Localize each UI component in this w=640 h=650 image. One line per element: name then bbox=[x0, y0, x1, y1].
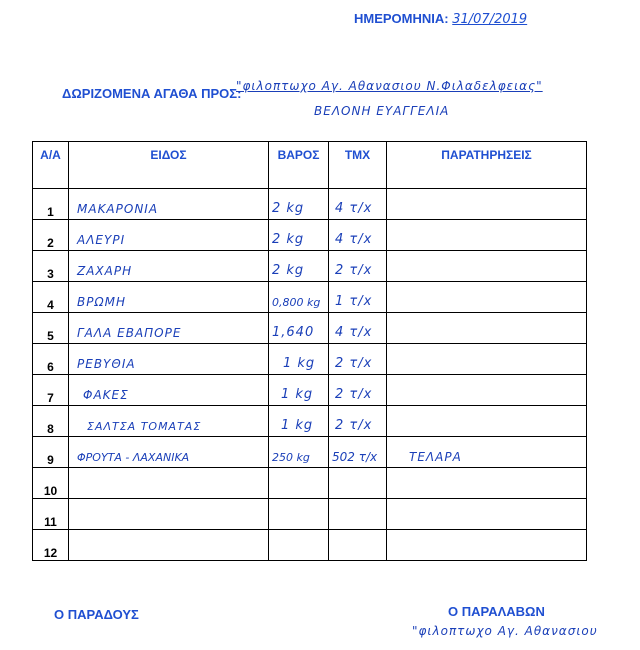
row-pieces-text: 4 τ/x bbox=[335, 232, 373, 247]
row-notes bbox=[387, 530, 587, 561]
donated-to-label: ΔΩΡΙΖΟΜΕΝΑ ΑΓΑΘΑ ΠΡΟΣ: bbox=[62, 86, 242, 101]
table-row bbox=[33, 375, 587, 406]
row-notes bbox=[387, 468, 587, 499]
row-pieces-text: 4 τ/x bbox=[335, 201, 373, 216]
row-num: 6 bbox=[33, 344, 69, 375]
donation-table bbox=[32, 141, 587, 561]
row-notes bbox=[387, 251, 587, 282]
row-notes bbox=[387, 344, 587, 375]
row-pieces bbox=[329, 220, 387, 251]
row-pieces-text: 2 τ/x bbox=[335, 356, 373, 371]
row-num: 4 bbox=[33, 282, 69, 313]
table-row bbox=[33, 344, 587, 375]
donor-name: ΒΕΛΟΝΗ ΕΥΑΓΓΕΛΙΑ bbox=[314, 104, 450, 118]
header-item: ΕΙΔΟΣ bbox=[69, 142, 269, 189]
table-row bbox=[33, 282, 587, 313]
row-pieces bbox=[329, 499, 387, 530]
row-num: 2 bbox=[33, 220, 69, 251]
row-pieces bbox=[329, 406, 387, 437]
row-weight-text: 250 kg bbox=[272, 451, 310, 464]
row-num: 10 bbox=[33, 468, 69, 499]
row-weight-text: 1,640 bbox=[272, 325, 315, 340]
date-label-text: ΗΜΕΡΟΜΗΝΙΑ: bbox=[354, 11, 449, 26]
row-item-text: ΓΑΛΑ ΕΒΑΠΟΡΕ bbox=[77, 326, 182, 340]
date-label bbox=[354, 11, 527, 27]
row-pieces bbox=[329, 437, 387, 468]
row-item bbox=[69, 437, 269, 468]
row-item bbox=[69, 313, 269, 344]
row-item bbox=[69, 375, 269, 406]
table-row bbox=[33, 530, 587, 561]
receiver-value: "φιλοπτωχο Αγ. Αθανασιου bbox=[412, 624, 598, 638]
table-row bbox=[33, 437, 587, 468]
date-value: 31/07/2019 bbox=[452, 12, 528, 27]
row-notes bbox=[387, 375, 587, 406]
row-notes bbox=[387, 406, 587, 437]
row-pieces bbox=[329, 189, 387, 220]
row-weight-text: 1 kg bbox=[281, 418, 314, 433]
row-weight bbox=[269, 530, 329, 561]
row-weight bbox=[269, 406, 329, 437]
row-weight bbox=[269, 189, 329, 220]
row-num: 1 bbox=[33, 189, 69, 220]
row-num: 7 bbox=[33, 375, 69, 406]
receiver-label: Ο ΠΑΡΑΛΑΒΩΝ bbox=[448, 604, 545, 619]
row-weight bbox=[269, 375, 329, 406]
row-item-text: ΡΕΒΥΘΙΑ bbox=[77, 357, 136, 371]
row-item bbox=[69, 189, 269, 220]
header-notes: ΠΑΡΑΤΗΡΗΣΕΙΣ bbox=[387, 142, 587, 189]
row-notes bbox=[387, 189, 587, 220]
row-notes bbox=[387, 282, 587, 313]
row-weight bbox=[269, 220, 329, 251]
row-weight-text: 2 kg bbox=[272, 263, 305, 278]
row-pieces-text: 2 τ/x bbox=[335, 387, 373, 402]
row-pieces-text: 502 τ/x bbox=[332, 450, 378, 464]
row-notes bbox=[387, 437, 587, 468]
row-item bbox=[69, 344, 269, 375]
row-pieces bbox=[329, 344, 387, 375]
row-pieces-text: 2 τ/x bbox=[335, 418, 373, 433]
row-weight-text: 2 kg bbox=[272, 201, 305, 216]
row-pieces bbox=[329, 282, 387, 313]
row-notes bbox=[387, 499, 587, 530]
row-item bbox=[69, 220, 269, 251]
row-item-text: ΖΑΧΑΡΗ bbox=[77, 264, 133, 278]
row-weight bbox=[269, 344, 329, 375]
table-row bbox=[33, 313, 587, 344]
header-num: Α/Α bbox=[33, 142, 69, 189]
row-num: 12 bbox=[33, 530, 69, 561]
row-pieces bbox=[329, 251, 387, 282]
row-notes bbox=[387, 220, 587, 251]
row-item-text: ΦΑΚΕΣ bbox=[83, 388, 129, 402]
table-row bbox=[33, 189, 587, 220]
row-pieces bbox=[329, 468, 387, 499]
row-weight bbox=[269, 468, 329, 499]
row-num: 9 bbox=[33, 437, 69, 468]
row-item-text: ΑΛΕΥΡΙ bbox=[77, 233, 126, 247]
row-item-text: ΦΡΟΥΤΑ - ΛΑΧΑΝΙΚΑ bbox=[77, 451, 190, 464]
table-header-row bbox=[33, 142, 587, 189]
table-row bbox=[33, 499, 587, 530]
table-row bbox=[33, 251, 587, 282]
row-item bbox=[69, 468, 269, 499]
row-num: 5 bbox=[33, 313, 69, 344]
row-item bbox=[69, 499, 269, 530]
giver-label: Ο ΠΑΡΑΔΟΥΣ bbox=[54, 607, 139, 622]
donated-to-value: "φιλοπτωχο Αγ. Αθανασιου Ν.Φιλαδελφειας" bbox=[236, 79, 543, 93]
row-weight bbox=[269, 282, 329, 313]
row-item bbox=[69, 251, 269, 282]
row-num: 11 bbox=[33, 499, 69, 530]
row-num: 3 bbox=[33, 251, 69, 282]
table-row bbox=[33, 468, 587, 499]
row-weight-text: 2 kg bbox=[272, 232, 305, 247]
table-row bbox=[33, 406, 587, 437]
row-weight bbox=[269, 251, 329, 282]
row-weight-text: 1 kg bbox=[281, 387, 314, 402]
row-weight bbox=[269, 313, 329, 344]
row-pieces bbox=[329, 530, 387, 561]
row-item-text: ΜΑΚΑΡΟΝΙΑ bbox=[77, 202, 159, 216]
row-weight bbox=[269, 437, 329, 468]
header-weight: ΒΑΡΟΣ bbox=[269, 142, 329, 189]
row-item-text: ΣΑΛΤΣΑ ΤΟΜΑΤΑΣ bbox=[87, 420, 202, 433]
row-item bbox=[69, 530, 269, 561]
row-pieces-text: 2 τ/x bbox=[335, 263, 373, 278]
row-weight-text: 1 kg bbox=[283, 356, 316, 371]
row-num: 8 bbox=[33, 406, 69, 437]
row-pieces bbox=[329, 375, 387, 406]
header-pieces: ΤΜΧ bbox=[329, 142, 387, 189]
row-pieces bbox=[329, 313, 387, 344]
row-notes-text: ΤΕΛΑΡΑ bbox=[409, 450, 462, 464]
row-notes bbox=[387, 313, 587, 344]
row-weight-text: 0,800 kg bbox=[272, 296, 321, 309]
row-pieces-text: 1 τ/x bbox=[335, 294, 373, 309]
row-pieces-text: 4 τ/x bbox=[335, 325, 373, 340]
row-item bbox=[69, 406, 269, 437]
row-weight bbox=[269, 499, 329, 530]
row-item bbox=[69, 282, 269, 313]
row-item-text: ΒΡΩΜΗ bbox=[77, 295, 127, 309]
table-row bbox=[33, 220, 587, 251]
